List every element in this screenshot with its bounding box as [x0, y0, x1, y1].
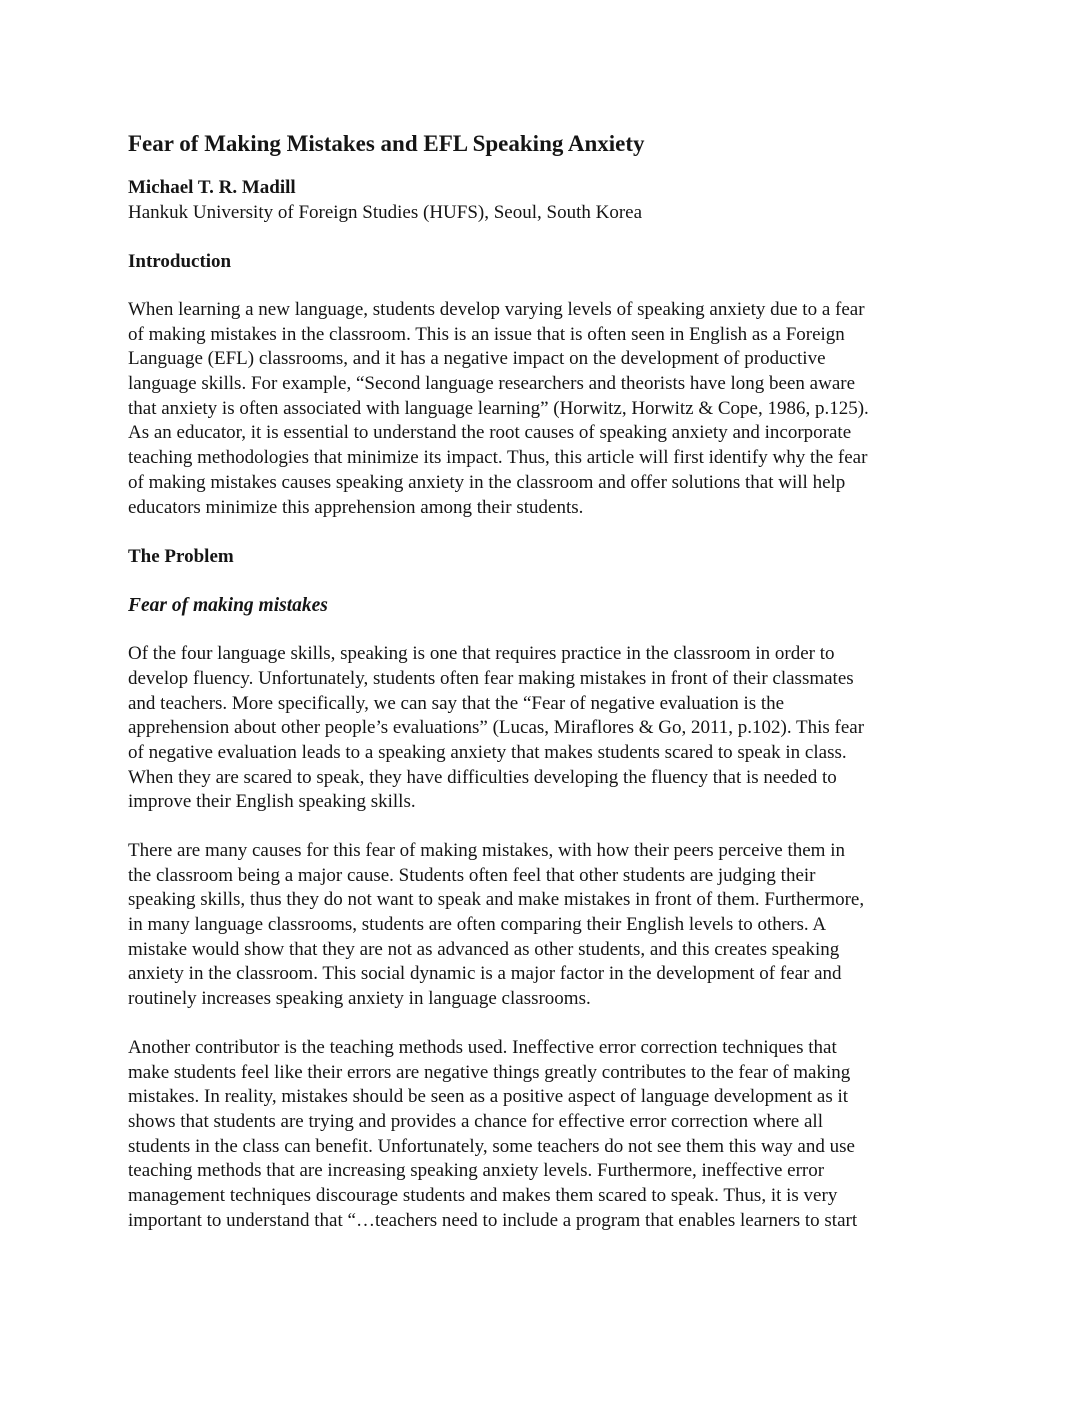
problem-heading: The Problem	[128, 546, 234, 568]
paragraph-line: management techniques discourage students and makes them scared to speak. Thus, it is very	[128, 1184, 838, 1206]
paragraph-line: develop fluency. Unfortunately, students often fear making mistakes in front of their classmates	[128, 667, 854, 689]
paragraph-line: language skills. For example, “Second language researchers and theorists have long been aware	[128, 373, 856, 395]
problem-paragraph-3	[128, 1036, 970, 1234]
paragraph-line: speaking skills, thus they do not want to speak and make mistakes in front of them. Furthermore,	[128, 889, 865, 911]
paragraph-line: and teachers. More specifically, we can say that the “Fear of negative evaluation is the	[128, 692, 785, 714]
paragraph-line: teaching methods that are increasing speaking anxiety levels. Furthermore, ineffective error	[128, 1160, 825, 1182]
paragraph-line: of making mistakes in the classroom. This is an issue that is often seen in English as a Foreign	[128, 323, 845, 345]
paragraph-line: of negative evaluation leads to a speaking anxiety that makes students scared to speak in class.	[128, 741, 847, 763]
paragraph-line: educators minimize this apprehension among their students.	[128, 496, 584, 518]
paragraph-line: anxiety in the classroom. This social dynamic is a major factor in the development of fear and	[128, 963, 842, 985]
paragraph-line: teaching methodologies that minimize its impact. Thus, this article will first identify why the fear	[128, 447, 868, 469]
paragraph-line: of making mistakes causes speaking anxiety in the classroom and offer solutions that will help	[128, 471, 846, 493]
paragraph-line: Another contributor is the teaching methods used. Ineffective error correction techniques that	[128, 1036, 837, 1058]
paragraph-line: When they are scared to speak, they have difficulties developing the fluency that is needed to	[128, 766, 837, 788]
paragraph-line: When learning a new language, students develop varying levels of speaking anxiety due to a fear	[128, 299, 865, 320]
author-affiliation: Hankuk University of Foreign Studies (HUFS), Seoul, South Korea	[128, 202, 643, 223]
fear-subheading: Fear of making mistakes	[128, 595, 328, 617]
paragraph-line: important to understand that “…teachers need to include a program that enables learners to start	[128, 1209, 858, 1231]
paragraph-line: that anxiety is often associated with language learning” (Horwitz, Horwitz & Cope, 1986, p.125).	[128, 397, 869, 419]
paragraph-line: students in the class can benefit. Unfortunately, some teachers do not see them this way and use	[128, 1135, 855, 1157]
paragraph-line: routinely increases speaking anxiety in language classrooms.	[128, 988, 591, 1010]
paragraph-line: in many language classrooms, students are often comparing their English levels to others. A	[128, 914, 827, 936]
paragraph-line: improve their English speaking skills.	[128, 791, 416, 813]
paragraph-line: Of the four language skills, speaking is one that requires practice in the classroom in order to	[128, 643, 835, 665]
paragraph-line: mistake would show that they are not as advanced as other students, and this creates speaking	[128, 938, 840, 960]
paragraph-line: shows that students are trying and provides a chance for effective error correction where all	[128, 1110, 823, 1132]
introduction-heading: Introduction	[128, 251, 232, 272]
introduction-paragraph	[128, 298, 970, 520]
paragraph-line: There are many causes for this fear of making mistakes, with how their peers perceive them in	[128, 840, 845, 861]
problem-paragraph-1	[128, 642, 970, 815]
paragraph-line: As an educator, it is essential to understand the root causes of speaking anxiety and incorporate	[128, 422, 852, 444]
paragraph-line: mistakes. In reality, mistakes should be seen as a positive aspect of language development as it	[128, 1086, 849, 1108]
author-name: Michael T. R. Madill	[128, 177, 296, 198]
problem-paragraph-2	[128, 839, 970, 1012]
document-title: Fear of Making Mistakes and EFL Speaking Anxiety	[128, 131, 645, 156]
paragraph-line: apprehension about other people’s evaluations” (Lucas, Miraflores & Go, 2011, p.102). This fear	[128, 717, 865, 739]
paragraph-line: make students feel like their errors are negative things greatly contributes to the fear of making	[128, 1061, 851, 1083]
paragraph-line: the classroom being a major cause. Students often feel that other students are judging their	[128, 864, 816, 886]
paragraph-line: Language (EFL) classrooms, and it has a negative impact on the development of productive	[128, 348, 826, 370]
document-body	[128, 127, 970, 1257]
